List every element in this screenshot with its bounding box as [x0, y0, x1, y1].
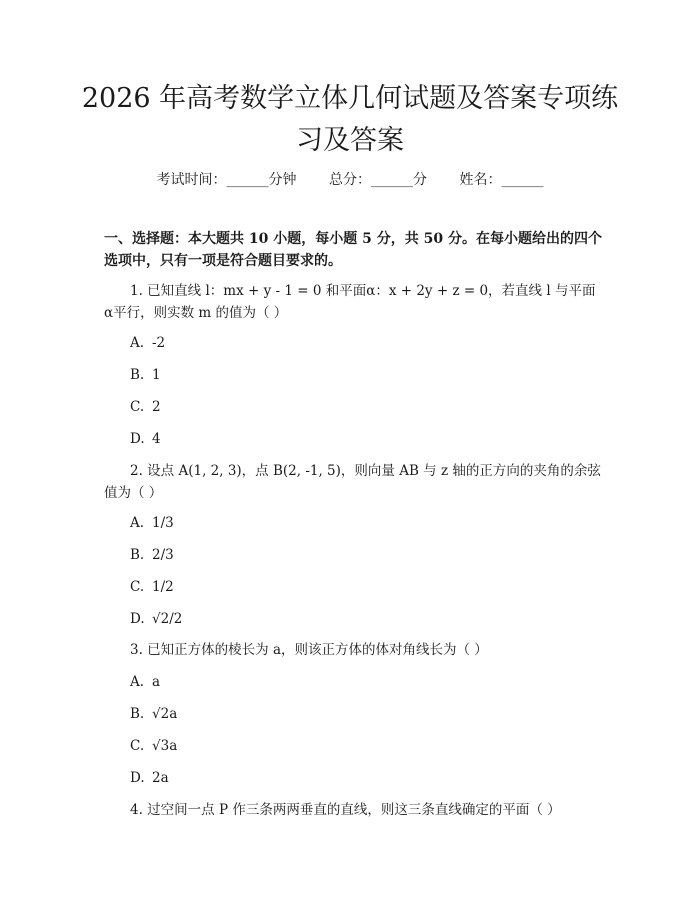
- option-value: √3a: [152, 738, 178, 754]
- option-value: √2/2: [152, 611, 183, 627]
- q3-option-c: [130, 736, 177, 756]
- option-letter: D.: [130, 431, 145, 447]
- option-letter: A.: [130, 674, 145, 690]
- q2-option-d: [130, 609, 182, 629]
- option-letter: A.: [130, 335, 145, 351]
- q2-option-b: [130, 545, 174, 565]
- option-value: -2: [152, 335, 166, 351]
- question-3: 3. 已知正方体的棱长为 a，则该正方体的体对角线长为（ ）: [130, 642, 488, 658]
- option-letter: D.: [130, 770, 145, 786]
- q3-option-a: [130, 672, 160, 692]
- question-2: 2. 设点 A(1, 2, 3)，点 B(2, -1, 5)，则向量 AB 与 z 轴的正方向的夹角的余弦值为（ ）: [104, 463, 601, 501]
- option-value: a: [152, 674, 161, 690]
- question-4: 4. 过空间一点 P 作三条两两垂直的直线，则这三条直线确定的平面（ ）: [130, 802, 561, 818]
- name-field: 姓名：______: [459, 172, 544, 188]
- option-letter: B.: [130, 706, 145, 722]
- exam-time-field: 考试时间：______分钟: [156, 172, 297, 188]
- option-letter: B.: [130, 547, 145, 563]
- q1-option-b: [130, 365, 161, 385]
- q2-option-a: [130, 513, 174, 533]
- section-heading: 一、选择题：本大题共 10 小题，每小题 5 分，共 50 分。在每小题给出的四个选项中，只有一项是符合题目要求的。: [104, 231, 602, 269]
- option-letter: D.: [130, 611, 145, 627]
- option-letter: A.: [130, 515, 145, 531]
- exam-meta: [0, 170, 700, 190]
- option-value: 1/3: [152, 515, 174, 531]
- option-value: 1: [152, 367, 161, 383]
- total-score-field: 总分：______分: [329, 172, 427, 188]
- option-value: √2a: [152, 706, 178, 722]
- option-value: 4: [152, 431, 161, 447]
- option-value: 2: [152, 399, 161, 415]
- q1-option-d: [130, 429, 161, 449]
- question-1: 1. 已知直线 l：mx + y - 1 = 0 和平面α：x + 2y + z = 0，若直线 l 与平面α平行，则实数 m 的值为（ ）: [104, 283, 596, 321]
- q3-option-b: [130, 704, 177, 724]
- option-letter: C.: [130, 738, 145, 754]
- q2-option-c: [130, 577, 174, 597]
- option-value: 1/2: [152, 579, 174, 595]
- q3-option-d: [130, 768, 169, 788]
- option-value: 2/3: [152, 547, 174, 563]
- option-letter: C.: [130, 399, 145, 415]
- option-value: 2a: [152, 770, 169, 786]
- q1-option-c: [130, 397, 161, 417]
- page-title: 2026 年高考数学立体几何试题及答案专项练习及答案: [81, 83, 619, 156]
- option-letter: B.: [130, 367, 145, 383]
- option-letter: C.: [130, 579, 145, 595]
- q1-option-a: [130, 333, 165, 353]
